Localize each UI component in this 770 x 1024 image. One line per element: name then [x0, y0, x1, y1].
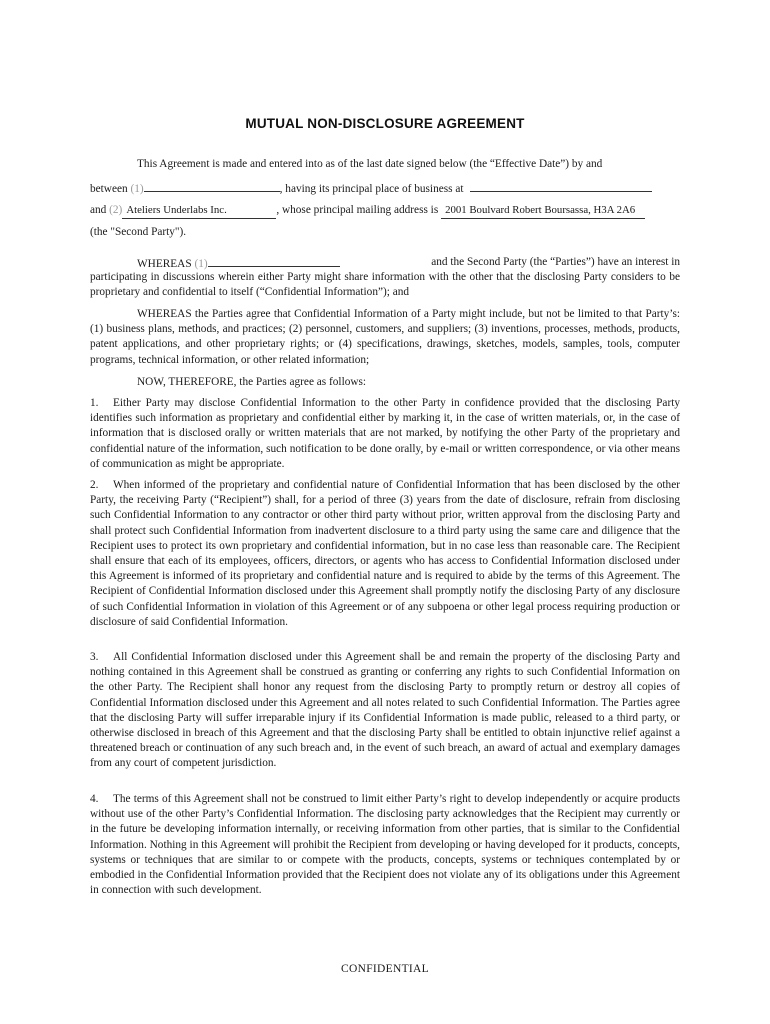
whereas1-party-field[interactable] — [208, 255, 340, 267]
whereas2-paragraph: WHEREAS the Parties agree that Confidential Information of a Party might include, but not be limited to that Party’s: (1) business plans, methods, and practices; (2) personnel, customers, and suppliers; (3) inventions, processes, methods, products, patent applications, and other proprietary rights; or (4) specifications, drawings, sketches, models, samples, tools, computer programs, technical information, or other related information; — [90, 308, 680, 366]
party1-address-field[interactable] — [470, 180, 652, 192]
now-therefore-line: NOW, THEREFORE, the Parties agree as follows: — [137, 376, 367, 388]
clause-text: When informed of the proprietary and confidential nature of Confidential Information that has been disclosed by the other Party, the receiving Party (“Recipient”) shall, for a period of three (3) years from the date of disclosure, refrain from disclosing such Confidential Information to any contractor or other third party without prior, written approval from the disclosing Party and shall protect such Confidential Information from inadvertent disclosure to a third party using the same care and diligence that the Recipient uses to protect its own proprietary and confidential information, but in no case less than reasonable care. The Recipient shall ensure that each of its employees, officers, directors, or agents who has access to Confidential Information disclosed under this Agreement is informed of its proprietary and confidential nature and is required to abide by the terms of this Agreement. The Recipient of Confidential Information disclosed under this Agreement shall promptly notify the disclosing Party of any disclosure of such Confidential Information in violation of this Agreement or of any subpoena or other legal process requiring production or disclosure of said Confidential Information. — [90, 479, 680, 628]
whereas1-marker: (1) — [194, 258, 208, 270]
clause-number: 4. — [90, 793, 99, 805]
party2-prefix: and — [90, 204, 107, 216]
clause-2 — [90, 478, 680, 630]
party1-suffix: , having its principal place of business at — [279, 183, 464, 195]
party1-prefix: between — [90, 183, 128, 195]
whereas1-body: participating in discussions wherein either Party might share information with the other that the disclosing Party considers to be proprietary and confidential to itself (“Confidential Information”); and — [90, 271, 680, 299]
intro-line: This Agreement is made and entered into as of the last date signed below (the “Effective Date”) by and — [137, 158, 603, 170]
clause-number: 3. — [90, 651, 99, 663]
clause-number: 1. — [90, 397, 99, 409]
party1-name-field[interactable] — [144, 180, 280, 192]
document-title: MUTUAL NON-DISCLOSURE AGREEMENT — [245, 116, 525, 131]
whereas1-rest: and the Second Party (the “Parties”) have an interest in — [431, 256, 680, 268]
party2-name-field[interactable]: Ateliers Underlabs Inc. — [122, 203, 276, 219]
party2-address-field[interactable]: 2001 Boulvard Robert Boursassa, H3A 2A6 — [441, 203, 645, 219]
party2-marker: (2) — [109, 204, 123, 216]
whereas1-prefix: WHEREAS — [137, 258, 192, 270]
clause-text: All Confidential Information disclosed under this Agreement shall be and remain the property of the disclosing Party and nothing contained in this Agreement shall be construed as granting or conferring any rights to such Confidential Information on the other Party. The Recipient shall honor any request from the disclosing Party to promptly return or destroy all copies of Confidential Information disclosed under this Agreement and all notes related to such Confidential Information. The Parties agree that the disclosing Party will suffer irreparable injury if its Confidential Information is made public, released to a third party, or otherwise disclosed in breach of this Agreement and that the disclosing Party shall be entitled to obtain injunctive relief against a threatened breach or continuation of any such breach and, in the event of such breach, an award of actual and exemplary damages from any court of competent jurisdiction. — [90, 651, 680, 770]
party2-suffix: , whose principal mailing address is — [276, 204, 439, 216]
clause-number: 2. — [90, 479, 99, 491]
footer-confidential: CONFIDENTIAL — [341, 963, 429, 974]
clause-text: The terms of this Agreement shall not be construed to limit either Party’s right to develop independently or acquire products without use of the other Party’s Confidential Information. The disclosing party acknowledges that the Recipient may currently or in the future be developing information internally, or receiving information from other parties, that is similar to the Confidential Information. Nothing in this Agreement will prohibit the Recipient from developing or having developed for it products, concepts, systems or techniques that are similar to or compete with the products, concepts, systems or techniques contemplated by or embodied in the Confidential Information provided that the Recipient does not violate any of its obligations under this Agreement in connection with such development. — [90, 793, 680, 897]
clause-3 — [90, 650, 680, 772]
clause-1 — [90, 396, 680, 472]
second-party-label: (the "Second Party"). — [90, 226, 187, 238]
party1-marker: (1) — [130, 183, 144, 195]
clause-4 — [90, 792, 680, 898]
clause-text: Either Party may disclose Confidential Information to the other Party in confidence provided that the disclosing Party identifies such information as proprietary and confidential either by marking it, in the case of written materials, or, in the case of information that is disclosed orally or written materials that are not marked, by notifying the other Party of the proprietary and confidential nature of the information, such notification to be done orally, by e-mail or written correspondence, or via other means of communication as might be appropriate. — [90, 397, 680, 470]
party1-line — [90, 180, 680, 197]
party2-line — [90, 203, 680, 219]
